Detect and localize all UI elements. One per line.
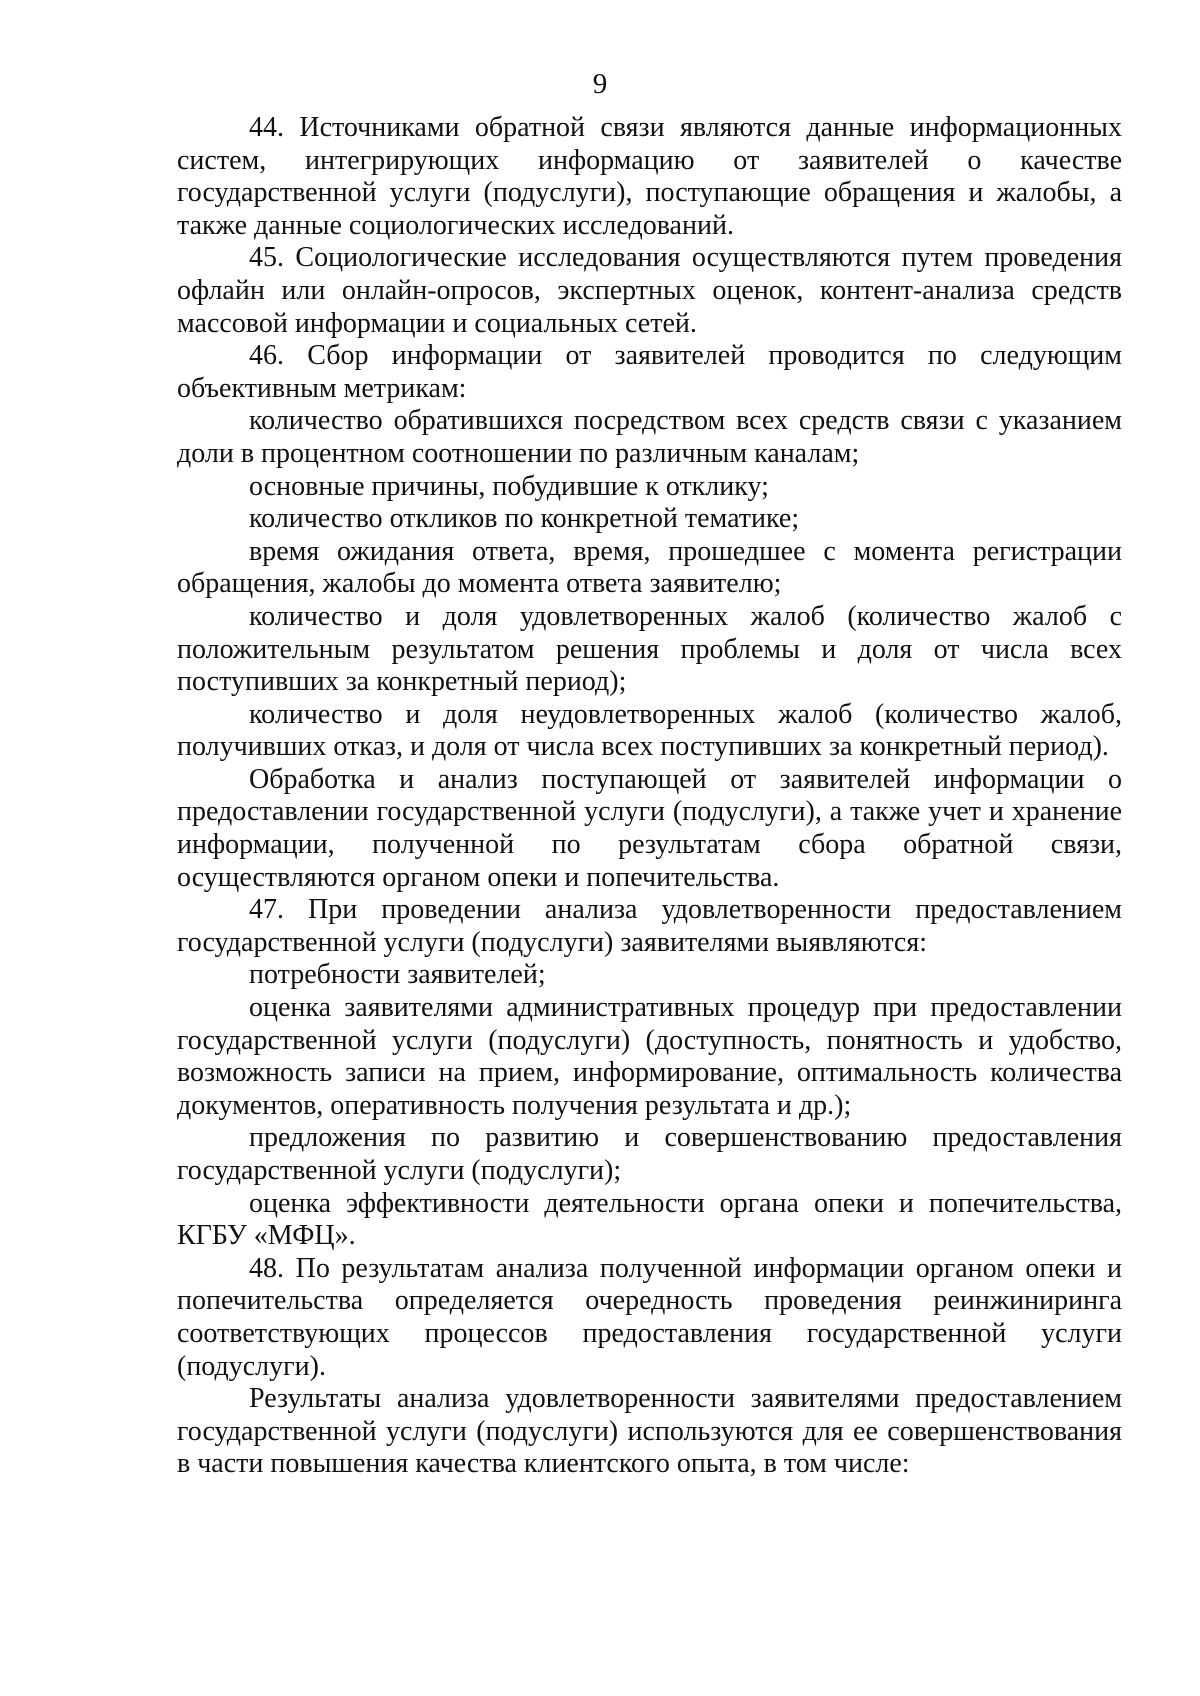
- metric-item-channels: количество обратившихся посредством всех средств связи с указанием доли в процентном соотношении по различным каналам;: [177, 405, 1122, 469]
- document-body: [177, 112, 1122, 1481]
- paragraph-47: 47. При проведении анализа удовлетворенности предоставлением государственной услуги (подуслуги) заявителями выявляются:: [177, 894, 1122, 958]
- analysis-item-procedures: оценка заявителями административных процедур при предоставлении государственной услуги (подуслуги) (доступность, понятность и удобство, возможность записи на прием, информирование, оптимальность количества документов, оперативность получения результата и др.);: [177, 992, 1122, 1121]
- metric-item-wait-time: время ожидания ответа, время, прошедшее с момента регистрации обращения, жалобы до момента ответа заявителю;: [177, 535, 1122, 600]
- paragraph-45: 45. Социологические исследования осуществляются путем проведения офлайн или онлайн-опросов, экспертных оценок, контент-анализа средств массовой информации и социальных сетей.: [177, 242, 1122, 339]
- paragraph-46: 46. Сбор информации от заявителей проводится по следующим объективным метрикам:: [177, 340, 1122, 404]
- paragraph-48: 48. По результатам анализа полученной информации органом опеки и попечительства определяется очередность проведения реинжиниринга соответствующих процессов предоставления государственной услуги (подуслуги).: [177, 1252, 1122, 1382]
- analysis-item-proposals: предложения по развитию и совершенствованию предоставления государственной услуги (подуслуги);: [177, 1122, 1122, 1186]
- analysis-item-needs: потребности заявителей;: [249, 959, 546, 991]
- metric-item-satisfied-complaints: количество и доля удовлетворенных жалоб (количество жалоб с положительным результатом решения проблемы и доля от числа всех поступивших за конкретный период);: [177, 600, 1122, 698]
- paragraph-processing: Обработка и анализ поступающей от заявителей информации о предоставлении государственной услуги (подуслуги), а также учет и хранение информации, полученной по результатам сбора обратной связи, осуществляются органом опеки и попечительства.: [177, 763, 1122, 893]
- metric-item-reasons: основные причины, побудившие к отклику;: [249, 470, 769, 502]
- paragraph-results: Результаты анализа удовлетворенности заявителями предоставлением государственной услуги (подуслуги) используются для ее совершенствования в части повышения качества клиентского опыта, в том числе:: [177, 1383, 1122, 1480]
- metric-item-topics: количество откликов по конкретной тематике;: [249, 503, 800, 535]
- analysis-item-efficiency: оценка эффективности деятельности органа опеки и попечительства, КГБУ «МФЦ».: [177, 1187, 1122, 1252]
- page-number: 9: [592, 68, 608, 100]
- metric-item-unsatisfied-complaints: количество и доля неудовлетворенных жалоб (количество жалоб, получивших отказ, и доля от числа всех поступивших за конкретный период).: [177, 698, 1122, 763]
- paragraph-44: 44. Источниками обратной связи являются данные информационных систем, интегрирующих информацию от заявителей о качестве государственной услуги (подуслуги), поступающие обращения и жалобы, а также данные социологических исследований.: [177, 112, 1122, 241]
